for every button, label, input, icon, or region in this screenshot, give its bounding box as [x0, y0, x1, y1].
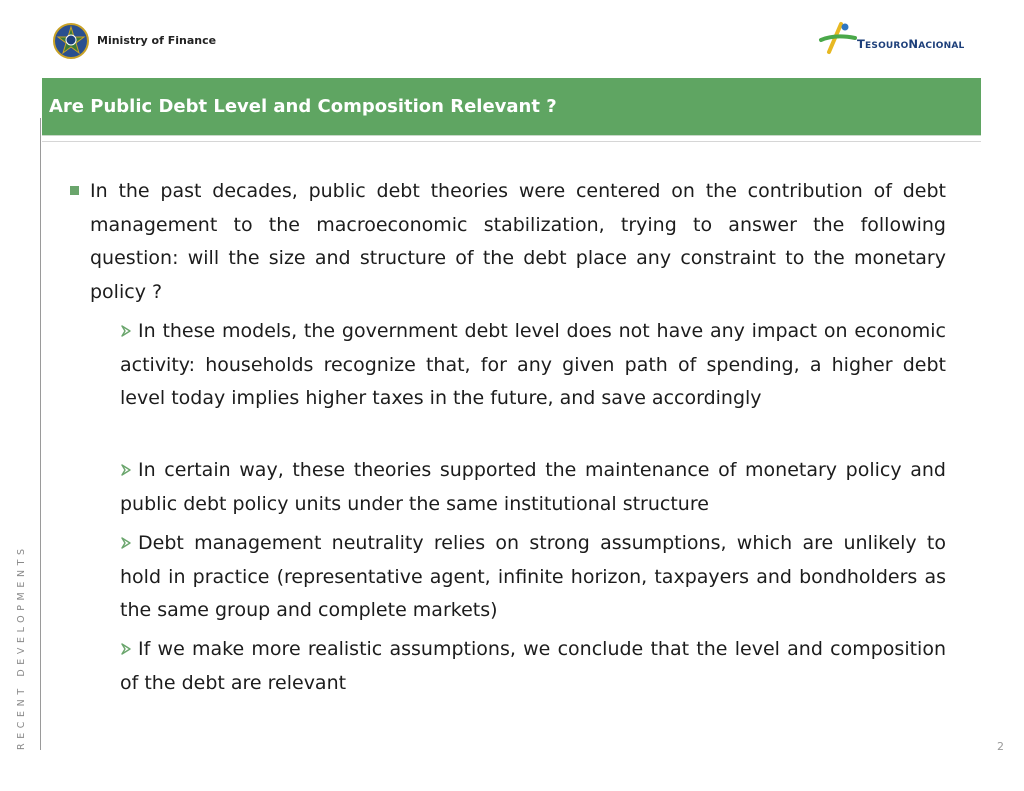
slide-title: Are Public Debt Level and Composition Relevant ?: [49, 96, 557, 117]
tesouro-nacional-wordmark: TESOURONACIONAL: [857, 37, 965, 51]
page-number: 2: [997, 740, 1004, 753]
arrow-bullet-icon: [120, 537, 132, 549]
main-bullet-text: In the past decades, public debt theories were centered on the contribution of debt management to the macroeconomic stabilization, trying to answer the following question: will the size and structure of the debt place any constraint to the monetary policy ?: [90, 180, 946, 303]
sub-bullet-3: [120, 527, 946, 628]
square-bullet-icon: [70, 186, 79, 195]
ministry-label: Ministry of Finance: [97, 34, 217, 47]
sub-bullet-text: Debt management neutrality relies on strong assumptions, which are unlikely to hold in practice (representative agent, infinite horizon, taxpayers and bondholders as the same group and complete markets): [120, 532, 946, 621]
title-divider: [42, 141, 981, 142]
side-section-label: RECENT DEVELOPMENTS: [16, 544, 27, 750]
arrow-bullet-icon: [120, 643, 132, 655]
sub-bullet-2: [120, 454, 946, 521]
sub-bullet-text: If we make more realistic assumptions, we conclude that the level and composition of the debt are relevant: [120, 638, 946, 694]
arrow-bullet-icon: [120, 325, 132, 337]
sub-bullet-text: In certain way, these theories supported the maintenance of monetary policy and public debt policy units under the same institutional structure: [120, 459, 946, 515]
arrow-bullet-icon: [120, 464, 132, 476]
sub-bullet-4: [120, 633, 946, 700]
left-vertical-rule: [40, 118, 41, 750]
title-bar: [42, 78, 981, 136]
sub-bullet-text: In these models, the government debt level does not have any impact on economic activity: households recognize that, for any given path of spending, a higher debt level today implies higher taxes in the future, and save accordingly: [120, 320, 946, 409]
coat-of-arms-logo: [52, 22, 90, 60]
sub-bullet-1: [120, 315, 946, 416]
